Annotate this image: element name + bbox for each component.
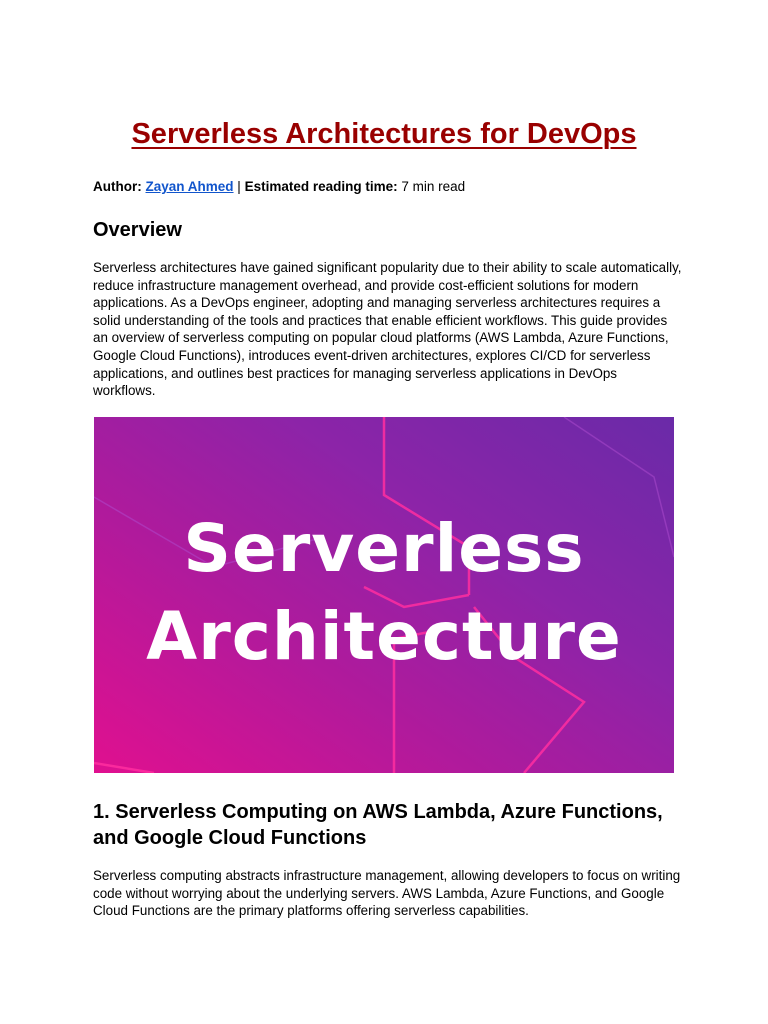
page-title: Serverless Architectures for DevOps: [131, 118, 637, 150]
hero-image: [94, 417, 674, 773]
hero-text-line1: Serverless: [183, 510, 585, 587]
meta-separator: |: [237, 179, 241, 194]
hero-decorative-lines: [94, 417, 674, 773]
section1-paragraph: Serverless computing abstracts infrastructure management, allowing developers to focus on writing code without worrying about the underlying servers. AWS Lambda, Azure Functions, and Google Cloud Functions are the primary platforms offering serverless capabilities.: [93, 868, 681, 919]
hero-text-line2: Architecture: [146, 598, 622, 675]
author-link[interactable]: Zayan Ahmed: [145, 179, 234, 194]
reading-time-value: 7 min read: [401, 179, 466, 194]
overview-paragraph: Serverless architectures have gained significant popularity due to their ability to scale automatically, reduce infrastructure management overhead, and provide cost-efficient solutions for modern applications. As a DevOps engineer, adopting and managing serverless architectures requires a solid understanding of the tools and practices that enable efficient workflows. This guide provides an overview of serverless computing on popular cloud platforms (AWS Lambda, Azure Functions, Google Cloud Functions), introduces event-driven architectures, explores CI/CD for serverless applications, and outlines best practices for managing serverless applications in DevOps workflows.: [93, 260, 682, 399]
section1-heading: 1. Serverless Computing on AWS Lambda, Azure Functions, and Google Cloud Functions: [93, 801, 663, 849]
author-line: [93, 178, 465, 196]
overview-heading: Overview: [93, 219, 182, 241]
author-label: Author:: [93, 179, 142, 194]
reading-time-label: Estimated reading time:: [244, 179, 398, 194]
